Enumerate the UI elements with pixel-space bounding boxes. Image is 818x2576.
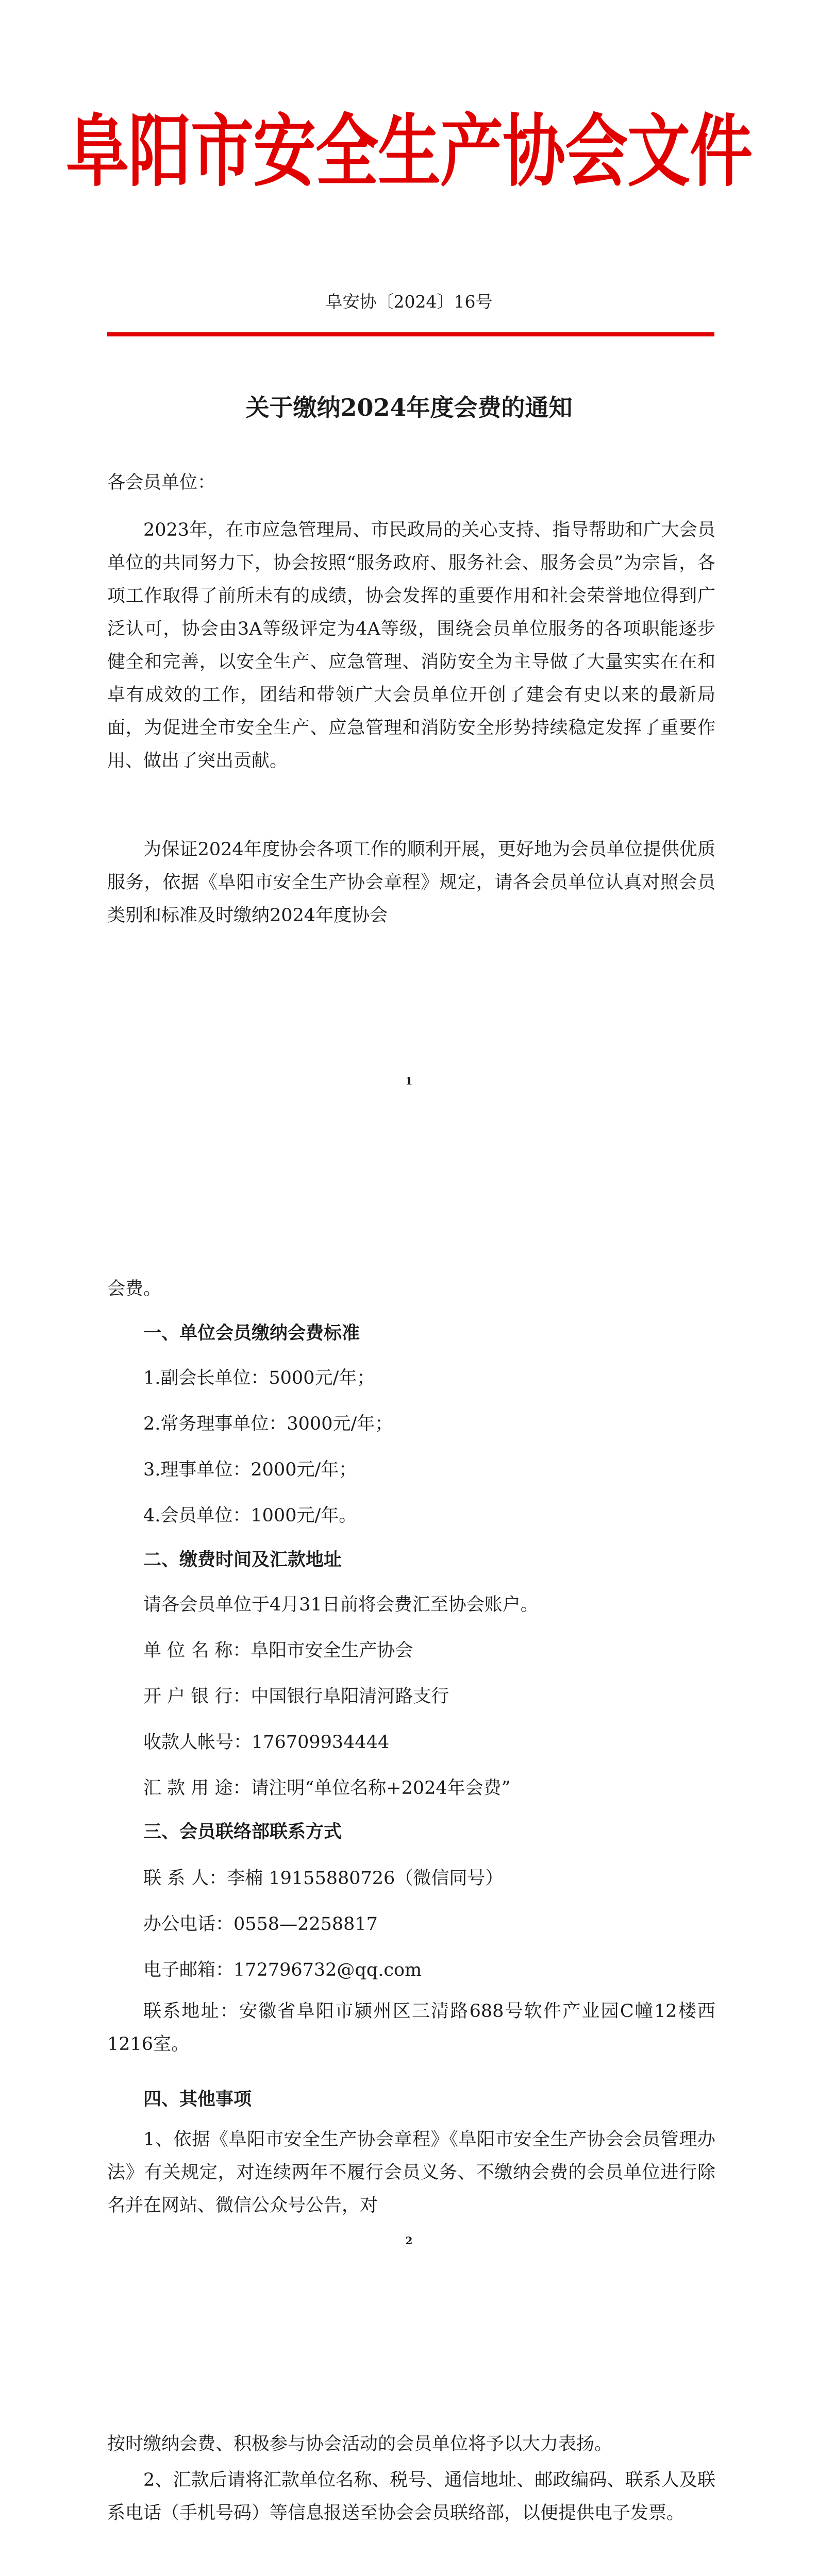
other-item-1: 1、依据《阜阳市安全生产协会章程》《阜阳市安全生产协会会员管理办法》有关规定，对连续两年不履行会员义务、不缴纳会费的会员单位进行除名并在网站、微信公众号公告，对 [107,2129,715,2216]
section-4-heading: 四、其他事项 [143,2089,252,2110]
account-number: 收款人帐号：176709934444 [143,1732,390,1753]
page-number-1: 1 [405,1075,413,1087]
payment-deadline: 请各会员单位于4月31日前将会费汇至协会账户。 [143,1595,539,1615]
other-item-2: 2、汇款后请将汇款单位名称、税号、通信地址、邮政编码、联系人及联系电话（手机号码）等信息报送至协会会员联络部，以便提供电子发票。 [107,2470,715,2523]
document-number: 阜安协〔2024〕16号 [325,292,493,312]
contact-address: 联系地址：安徽省阜阳市颍州区三清路688号软件产业园C幢12楼西1216室。 [107,2001,715,2055]
red-divider [107,332,714,336]
salutation: 各会员单位： [107,472,216,493]
fee-item: 3.理事单位：2000元/年； [143,1460,357,1480]
masthead-title: 阜阳市安全生产协会文件 [66,106,752,197]
account-bank: 开 户 银 行：中国银行阜阳清河路支行 [143,1686,449,1707]
page-number-2: 2 [405,2234,413,2247]
other-item-1-continued: 按时缴纳会费、积极参与协会活动的会员单位将予以大力表扬。 [107,2434,613,2454]
section-1-heading: 一、单位会员缴纳会费标准 [143,1323,360,1344]
office-phone: 办公电话：0558—2258817 [143,1914,378,1935]
paragraph-2: 为保证2024年度协会各项工作的顺利开展，更好地为会员单位提供优质服务，依据《阜阳市安全生产协会章程》规定，请各会员单位认真对照会员类别和标准及时缴纳2024年度协会 [107,839,715,926]
fee-item: 1.副会长单位：5000元/年； [143,1368,375,1388]
paragraph-2-continued: 会费。 [107,1279,162,1299]
contact-email: 电子邮箱：172796732@qq.com [143,1960,422,1980]
account-unit-name: 单 位 名 称：阜阳市安全生产协会 [143,1640,413,1661]
notice-title: 关于缴纳2024年度会费的通知 [245,394,573,421]
fee-item: 2.常务理事单位：3000元/年； [143,1414,393,1434]
paragraph-1: 2023年，在市应急管理局、市民政局的关心支持、指导帮助和广大会员单位的共同努力下，协会按照“服务政府、服务社会、服务会员”为宗旨，各项工作取得了前所未有的成绩，协会发挥的重要作用和社会荣誉地位得到广泛认可，协会由3A等级评定为4A等级，围绕会员单位服务的各项职能逐步健全和完善，以安全生产、应急管理、消防安全为主导做了大量实实在在和卓有成效的工作，团结和带领广大会员单位开创了建会有史以来的最新局面，为促进全市安全生产、应急管理和消防安全形势持续稳定发挥了重要作用、做出了突出贡献。 [107,520,715,771]
section-3-heading: 三、会员联络部联系方式 [143,1822,342,1842]
section-2-heading: 二、缴费时间及汇款地址 [143,1550,342,1570]
contact-person: 联 系 人：李楠 19155880726（微信同号） [143,1868,504,1889]
fee-item: 4.会员单位：1000元/年。 [143,1505,357,1526]
remittance-purpose: 汇 款 用 途：请注明“单位名称+2024年会费” [143,1778,511,1799]
